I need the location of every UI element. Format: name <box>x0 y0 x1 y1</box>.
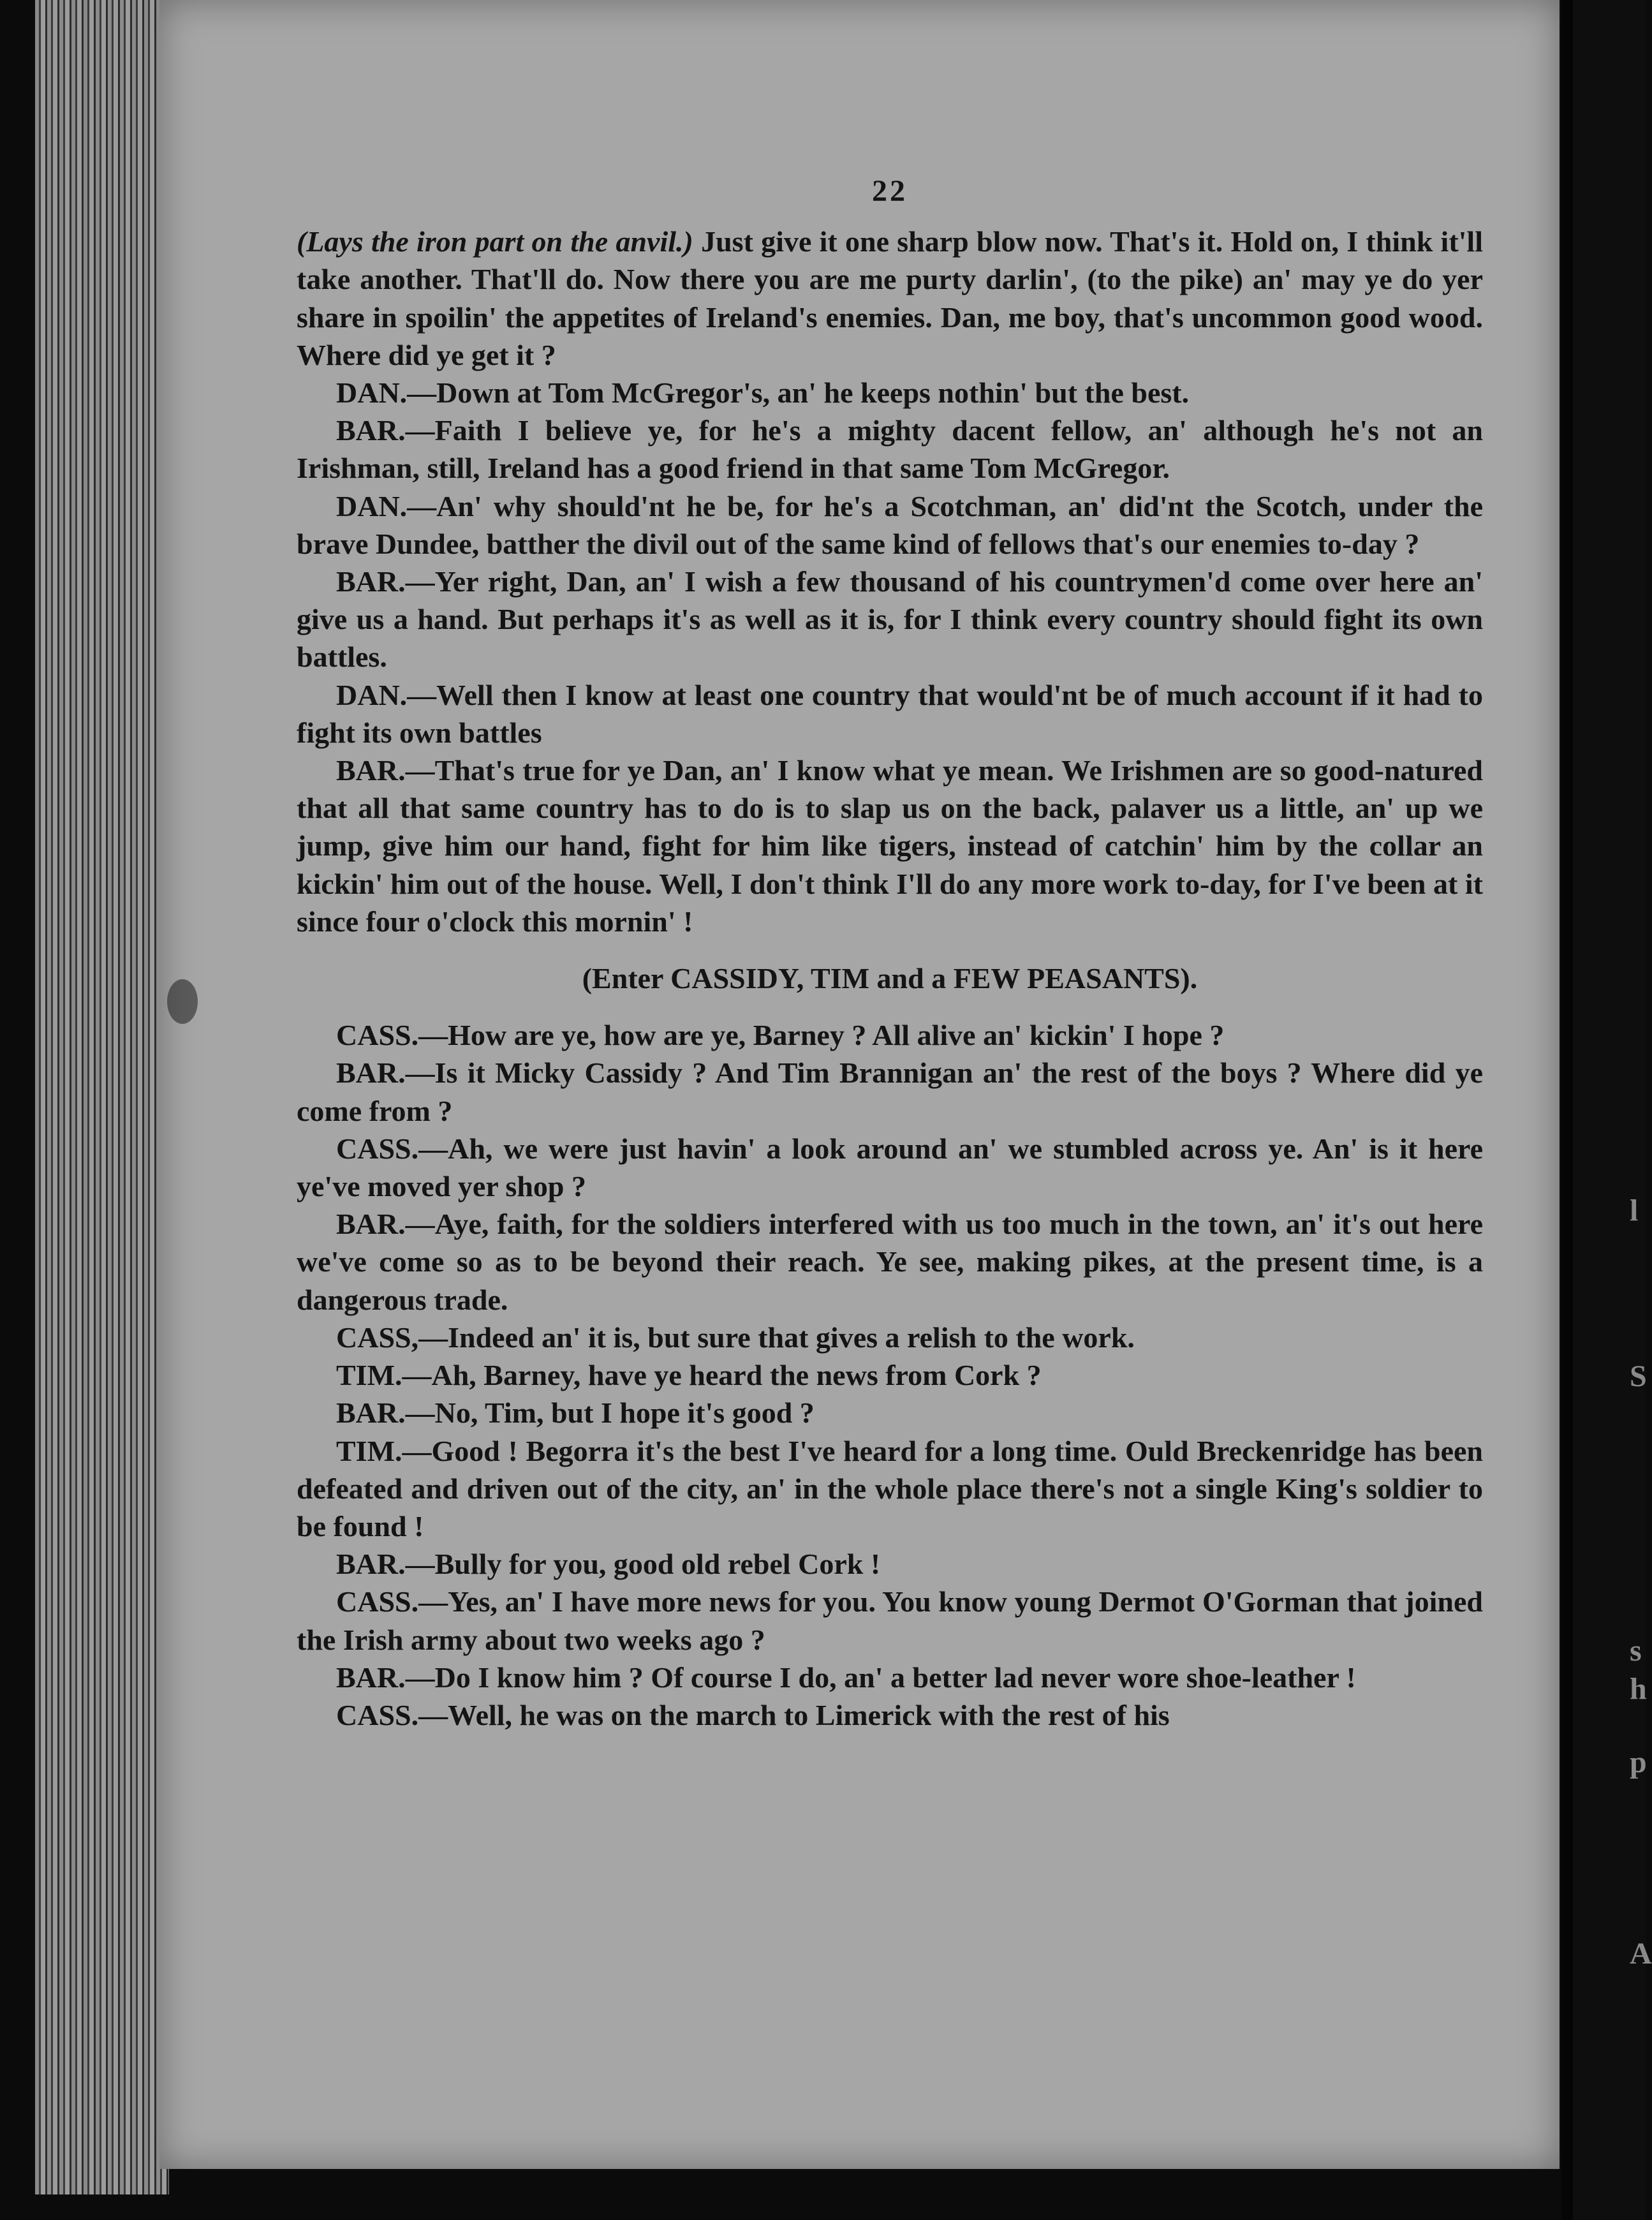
facing-page-letter: h <box>1630 1672 1647 1706</box>
dialogue-paragraph <box>297 1205 1483 1319</box>
paragraph-text: Just give it one sharp blow now. That's it. Hold on, I think it'll take another. That'll do. Now there you are me purty darlin', (to the pike) an' may ye do yer share in spoilin' the appetites of Ireland's enemies. Dan, me boy, that's uncommon good wood. Where did ye get it ? <box>297 225 1483 371</box>
dialogue-paragraph <box>297 1016 1483 1054</box>
dialogue-paragraph <box>297 1356 1483 1394</box>
paragraph-text: BAR.—No, Tim, but I hope it's good ? <box>336 1396 815 1430</box>
stage-direction <box>297 959 1483 997</box>
paragraph-text: (Enter CASSIDY, TIM and a FEW PEASANTS). <box>582 962 1198 995</box>
gutter-shadow <box>1561 0 1573 2220</box>
facing-page-letter: s <box>1630 1634 1642 1668</box>
dialogue-paragraph <box>297 1696 1483 1734</box>
paragraph-text: DAN.—Down at Tom McGregor's, an' he keeps nothin' but the best. <box>336 376 1190 410</box>
dialogue-paragraph <box>297 1394 1483 1432</box>
paragraph-text: BAR.—Is it Micky Cassidy ? And Tim Brannigan an' the rest of the boys ? Where did ye come from ? <box>297 1056 1483 1127</box>
paragraph-text: CASS.—Well, he was on the march to Limerick with the rest of his <box>336 1698 1170 1731</box>
paragraph-text: TIM.—Good ! Begorra it's the best I've heard for a long time. Ould Breckenridge has been defeated and driven out of the city, an' in the whole place there's not a single King's soldier to be found ! <box>297 1434 1483 1543</box>
paragraph-text: CASS.—Yes, an' I have more news for you. You know young Dermot O'Gorman that joined the Irish army about two weeks ago ? <box>297 1585 1483 1656</box>
page-number: 22 <box>872 174 908 208</box>
dialogue-paragraph <box>297 1319 1483 1356</box>
dialogue-paragraph <box>297 676 1483 751</box>
text-blocks <box>297 223 1483 1734</box>
facing-page-letter: A <box>1630 1937 1652 1971</box>
paragraph-text: BAR.—Do I know him ? Of course I do, an' a better lad never wore shoe-leather ! <box>336 1661 1356 1694</box>
body-text <box>297 172 1483 1734</box>
dialogue-paragraph <box>297 223 1483 374</box>
dialogue-paragraph <box>297 1432 1483 1546</box>
paragraph-text: CASS,—Indeed an' it is, but sure that gives a relish to the work. <box>336 1321 1135 1354</box>
dialogue-paragraph <box>297 411 1483 487</box>
facing-page-letter: p <box>1630 1745 1647 1779</box>
dialogue-paragraph <box>297 751 1483 940</box>
dialogue-paragraph <box>297 1545 1483 1583</box>
dialogue-paragraph <box>297 374 1483 411</box>
dialogue-paragraph <box>297 487 1483 563</box>
paragraph-text: CASS.—Ah, we were just havin' a look around an' we stumbled across ye. An' is it here ye've moved yer shop ? <box>297 1132 1483 1203</box>
paragraph-text: DAN.—An' why should'nt he be, for he's a Scotchman, an' did'nt the Scotch, under the brave Dundee, batther the divil out of the same kind of fellows that's our enemies to-day ? <box>297 489 1483 560</box>
page-stack-edges <box>35 0 169 2194</box>
dialogue-paragraph <box>297 1583 1483 1658</box>
paragraph-text: BAR.—That's true for ye Dan, an' I know what ye mean. We Irishmen are so good-natured that all that same country has to do is to slap us on the back, palaver us a little, an' up we jump, give him our hand, fight for him like tigers, instead of catchin' him by the collar an kickin' him out of the house. Well, I don't think I'll do any more work to-day, for I've been at it since four o'clock this mornin' ! <box>297 754 1483 938</box>
facing-page-letter: S <box>1630 1359 1647 1393</box>
paragraph-text: BAR.—Aye, faith, for the soldiers interfered with us too much in the town, an' it's out here we've come so as to be beyond their reach. Ye see, making pikes, at the present time, is a dangerous trade. <box>297 1208 1483 1316</box>
dialogue-paragraph <box>297 1130 1483 1205</box>
dialogue-paragraph <box>297 563 1483 676</box>
dialogue-paragraph <box>297 1659 1483 1696</box>
facing-page-letter: l <box>1630 1194 1639 1227</box>
facing-page-edge <box>1573 0 1646 2220</box>
paragraph-text: BAR.—Faith I believe ye, for he's a mighty dacent fellow, an' although he's not an Irishman, still, Ireland has a good friend in that same Tom McGregor. <box>297 414 1483 485</box>
paragraph-text: DAN.—Well then I know at least one country that would'nt be of much account if it had to fight its own battles <box>297 678 1483 749</box>
paragraph-text: BAR.—Yer right, Dan, an' I wish a few thousand of his countrymen'd come over here an' give us a hand. But perhaps it's as well as it is, for I think every country should fight its own battles. <box>297 565 1483 674</box>
paragraph-text: BAR.—Bully for you, good old rebel Cork ! <box>336 1548 881 1581</box>
dialogue-paragraph <box>297 1054 1483 1129</box>
paragraph-text: CASS.—How are ye, how are ye, Barney ? All alive an' kickin' I hope ? <box>336 1019 1225 1052</box>
ink-smudge <box>167 979 198 1024</box>
stage-direction-inline: (Lays the iron part on the anvil.) <box>297 225 693 258</box>
paragraph-text: TIM.—Ah, Barney, have ye heard the news from Cork ? <box>336 1359 1042 1392</box>
